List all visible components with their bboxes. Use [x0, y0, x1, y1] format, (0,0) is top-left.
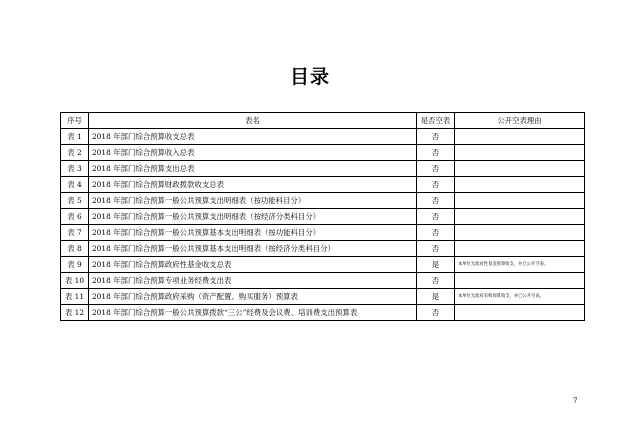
- row-reason: [455, 241, 585, 257]
- row-empty-flag: 否: [417, 225, 455, 241]
- row-reason: [455, 193, 585, 209]
- table-row: [61, 289, 585, 305]
- table-row: [61, 209, 585, 225]
- row-empty-flag: 否: [417, 193, 455, 209]
- row-index: 表 4: [61, 177, 89, 193]
- row-index: 表 2: [61, 145, 89, 161]
- header-index: 序号: [61, 113, 89, 129]
- row-reason: [455, 145, 585, 161]
- row-reason: [455, 161, 585, 177]
- table-row: [61, 129, 585, 145]
- row-name: 2018 年部门综合预算政府性基金收支总表: [89, 257, 417, 273]
- row-name: 2018 年部门综合预算专项业务经费支出表: [89, 273, 417, 289]
- row-index: 表 3: [61, 161, 89, 177]
- table-row: [61, 241, 585, 257]
- row-empty-flag: 否: [417, 241, 455, 257]
- row-index: 表 10: [61, 273, 89, 289]
- row-name: 2018 年部门综合预算收入总表: [89, 145, 417, 161]
- table-row: [61, 225, 585, 241]
- row-reason: [455, 225, 585, 241]
- row-name: 2018 年部门综合预算政府采购（资产配置、购买服务）预算表: [89, 289, 417, 305]
- row-name: 2018 年部门综合预算收支总表: [89, 129, 417, 145]
- table-row: [61, 273, 585, 289]
- row-index: 表 11: [61, 289, 89, 305]
- row-empty-flag: 是: [417, 257, 455, 273]
- page-number: 7: [573, 397, 578, 405]
- row-empty-flag: 否: [417, 305, 455, 321]
- table-row: [61, 193, 585, 209]
- table-row: [61, 145, 585, 161]
- row-name: 2018 年部门综合预算一般公共预算拨款“三公”经费及会议费、培训费支出预算表: [89, 305, 417, 321]
- table-row: [61, 161, 585, 177]
- row-name: 2018 年部门综合预算一般公共预算支出明细表（按功能科目分）: [89, 193, 417, 209]
- toc-table: [60, 112, 585, 321]
- row-reason: [455, 305, 585, 321]
- row-name: 2018 年部门综合预算一般公共预算支出明细表（按经济分类科目分）: [89, 209, 417, 225]
- row-name: 2018 年部门综合预算财政拨款收支总表: [89, 177, 417, 193]
- row-reason: [455, 129, 585, 145]
- row-reason: [455, 273, 585, 289]
- header-empty: 是否空表: [417, 113, 455, 129]
- row-reason: 本单位无政府性基金预算收支，并已公开空表。: [455, 257, 585, 273]
- row-index: 表 1: [61, 129, 89, 145]
- row-empty-flag: 否: [417, 145, 455, 161]
- table-row: [61, 177, 585, 193]
- row-reason: [455, 177, 585, 193]
- page-title: 目录: [289, 66, 330, 88]
- row-reason: 本单位无政府采购预算收支，并已公开空表。: [455, 289, 585, 305]
- row-index: 表 12: [61, 305, 89, 321]
- table-header-row: [61, 113, 585, 129]
- row-index: 表 5: [61, 193, 89, 209]
- row-empty-flag: 否: [417, 129, 455, 145]
- row-index: 表 8: [61, 241, 89, 257]
- row-index: 表 9: [61, 257, 89, 273]
- table-row: [61, 257, 585, 273]
- table-row: [61, 305, 585, 321]
- row-empty-flag: 否: [417, 273, 455, 289]
- row-empty-flag: 否: [417, 161, 455, 177]
- row-name: 2018 年部门综合预算一般公共预算基本支出明细表（按功能科目分）: [89, 225, 417, 241]
- row-name: 2018 年部门综合预算支出总表: [89, 161, 417, 177]
- row-empty-flag: 否: [417, 209, 455, 225]
- row-reason: [455, 209, 585, 225]
- row-empty-flag: 否: [417, 177, 455, 193]
- row-index: 表 6: [61, 209, 89, 225]
- row-name: 2018 年部门综合预算一般公共预算基本支出明细表（按经济分类科目分）: [89, 241, 417, 257]
- row-index: 表 7: [61, 225, 89, 241]
- header-reason: 公开空表理由: [455, 113, 585, 129]
- header-name: 表名: [89, 113, 417, 129]
- row-empty-flag: 是: [417, 289, 455, 305]
